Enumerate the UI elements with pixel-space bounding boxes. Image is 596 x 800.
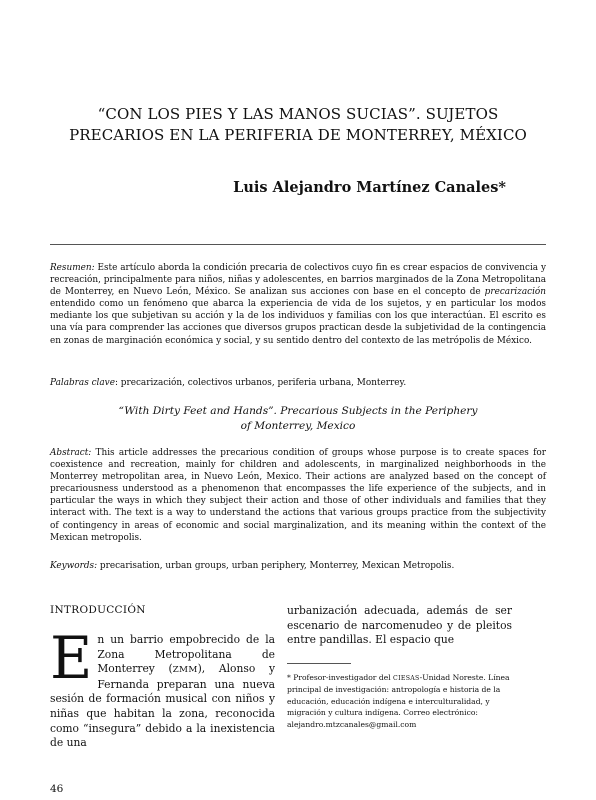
author-name: Luis Alejandro Martínez Canales* <box>233 179 506 196</box>
abstract-es <box>50 262 546 347</box>
keywords-en-text: precarisation, urban groups, urban periphery, Monterrey, Mexican Metropolis. <box>97 561 455 571</box>
abstract-es-term: precarización <box>484 287 546 298</box>
keywords-es <box>50 377 546 389</box>
intro-paragraph-right: urbanización adecuada, además de ser escenario de narcomenudeo y de pleitos entre pandillas. El espacio que <box>287 604 512 647</box>
abstract-en-text: This article addresses the precarious condition of groups whose purpose is to create spaces for coexistence and recreation, mainly for children and adolescents, in marginalized neighborhoods in the Monterrey metropolitan area, in Nuevo León, Mexico. Their actions are analyzed based on the concept of precariousness understood as a phenomenon that encompasses the life experience of the subjects, and in particular the ways in which they subject their action and those of other individuals and families that they interact with. The text is a way to understand the actions that various groups practice from the subjectivity of contingency in areas of economic and social marginalization, and its meaning within the context of the Mexican metropolis. <box>50 448 546 543</box>
author-footnote <box>287 672 512 730</box>
footnote-text-b: -Unidad Noreste. Línea principal de investigación: antropología e historia de la educación, educación indígena e interculturalidad, y migración y cultura indígena. Correo electrónico: alejandro.mtzcanales@gmail.com <box>287 673 510 729</box>
english-title <box>50 404 546 433</box>
abstract-en-label: Abstract: <box>50 448 92 458</box>
section-heading: INTRODUCCIÓN <box>50 604 146 616</box>
keywords-es-text: : precarización, colectivos urbanos, periferia urbana, Monterrey. <box>114 378 407 388</box>
header-divider <box>50 244 546 245</box>
abstract-es-label: Resumen: <box>50 263 95 273</box>
keywords-es-label: Palabras clave <box>50 378 115 388</box>
abstract-es-text-2: entendido como un fenómeno que abarca la experiencia de vida de los sujetos, y en particular los modos mediante los que subjetivan su acción y la de los individuos y familias con los que interactúan. El escrito es una vía para comprender las acciones que diversos grupos practican desde la subjetividad de la contingencia en zonas de marginación económica y social, y su sentido dentro del contexto de las metrópolis de México. <box>50 299 546 346</box>
drop-cap: E <box>50 624 93 692</box>
abstract-es-text-1: Este artículo aborda la condición precaria de colectivos cuyo fin es crear espacios de convivencia y recreación, principalmente para niños, niñas y adolescentes, en barrios marginados de la Zona Metropolitana de Monterrey, en Nuevo León, México. Se analizan sus acciones con base en el concepto de <box>50 263 546 298</box>
english-title-line-1: “With Dirty Feet and Hands”. Precarious Subjects in the Periphery <box>118 405 478 417</box>
keywords-en <box>50 560 546 572</box>
footnote-divider <box>287 663 351 664</box>
keywords-en-label: Keywords: <box>50 561 98 571</box>
footnote-org: CIESAS <box>393 675 420 682</box>
title-line-2: PRECARIOS EN LA PERIFERIA DE MONTERREY, MÉXICO <box>69 126 527 144</box>
intro-abbr: ZMM <box>172 665 198 676</box>
title-line-1: “CON LOS PIES Y LAS MANOS SUCIAS”. SUJETOS <box>97 105 499 123</box>
abstract-en <box>50 447 546 544</box>
article-title <box>40 104 556 146</box>
page-number: 46 <box>50 783 64 795</box>
intro-paragraph-left <box>50 624 275 751</box>
english-title-line-2: of Monterrey, Mexico <box>240 419 356 432</box>
intro-text-a: n un barrio empobrecido de la Zona Metropolitana de Monterrey ( <box>97 633 275 676</box>
footnote-text-a: * Profesor-investigador del <box>287 673 394 682</box>
intro-text-b: ), Alonso y Fernanda preparan una nueva sesión de formación musical con niños y niñas que habitan la zona, reconocida como “insegura” debido a la inexistencia de una <box>50 662 275 750</box>
